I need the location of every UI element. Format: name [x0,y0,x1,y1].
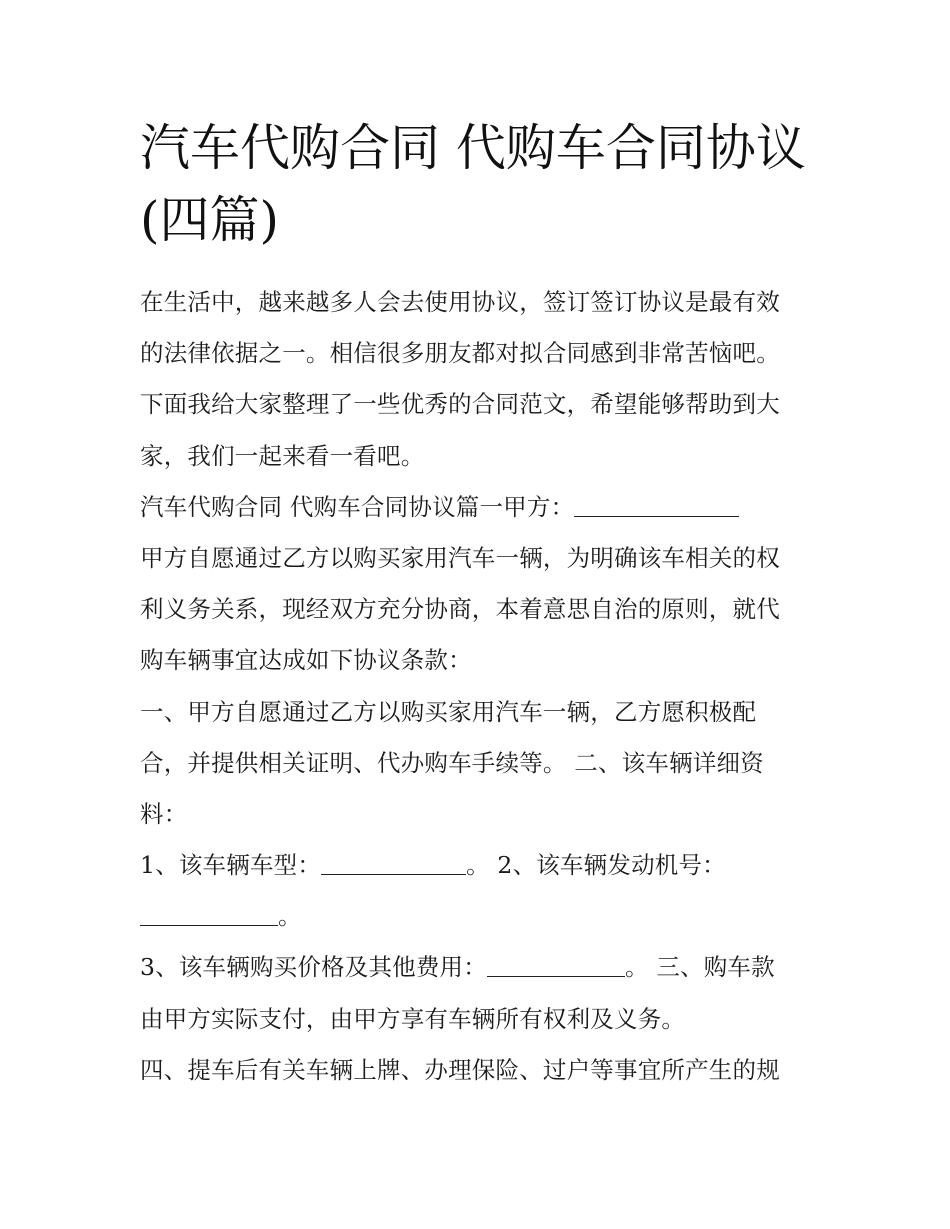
engine-number-blank [140,895,278,926]
title-line-2: (四篇) [140,191,280,249]
intro-line-1: 在生活中，越来越多人会去使用协议，签订签订协议是最有效 [140,288,780,316]
price-label: 3、该车辆购买价格及其他费用： [140,953,487,982]
preamble-line-1: 甲方自愿通过乙方以购买家用汽车一辆，为明确该车相关的权 [140,543,780,572]
engine-number-label: 。 2、该车辆发动机号： [466,851,726,880]
vehicle-model-line [140,840,830,891]
intro-line-4: 家，我们一起来看一看吧。 [140,441,425,470]
clause-2-line-3: 料： [140,799,188,828]
vehicle-model-label: 1、该车辆车型： [140,851,322,880]
vehicle-model-blank [321,844,466,875]
party-a-line [140,482,830,533]
clause-1-line-2: 合，并提供相关证明、代办购车手续等。 二、该车辆详细资 [140,748,764,777]
title-line-1: 汽车代购合同 代购车合同协议 [140,119,806,177]
clause-3-line-2: 由甲方实际支付，由甲方享有车辆所有权利及义务。 [140,1004,686,1033]
price-blank [487,946,625,977]
document-body [140,277,830,1096]
clause-4-line-1: 四、提车后有关车辆上牌、办理保险、过户等事宜所产生的规 [140,1055,780,1084]
price-line [140,942,830,993]
intro-line-2: 的法律依据之一。相信很多朋友都对拟合同感到非常苦恼吧。 [140,339,780,368]
party-a-label: 汽车代购合同 代购车合同协议篇一甲方： [140,492,575,521]
engine-number-line [140,891,830,942]
clause-1-line-1: 一、甲方自愿通过乙方以购买家用汽车一辆，乙方愿积极配 [140,697,757,726]
preamble-line-3: 购车辆事宜达成如下协议条款： [140,646,472,675]
engine-number-end: 。 [278,902,302,931]
clause-3-start: 。 三、购车款 [624,953,775,982]
document-title [140,112,840,256]
party-a-blank [574,486,739,517]
intro-line-3: 下面我给大家整理了一些优秀的合同范文，希望能够帮助到大 [140,390,780,419]
preamble-line-2: 利义务关系，现经双方充分协商，本着意思自治的原则，就代 [140,595,780,624]
